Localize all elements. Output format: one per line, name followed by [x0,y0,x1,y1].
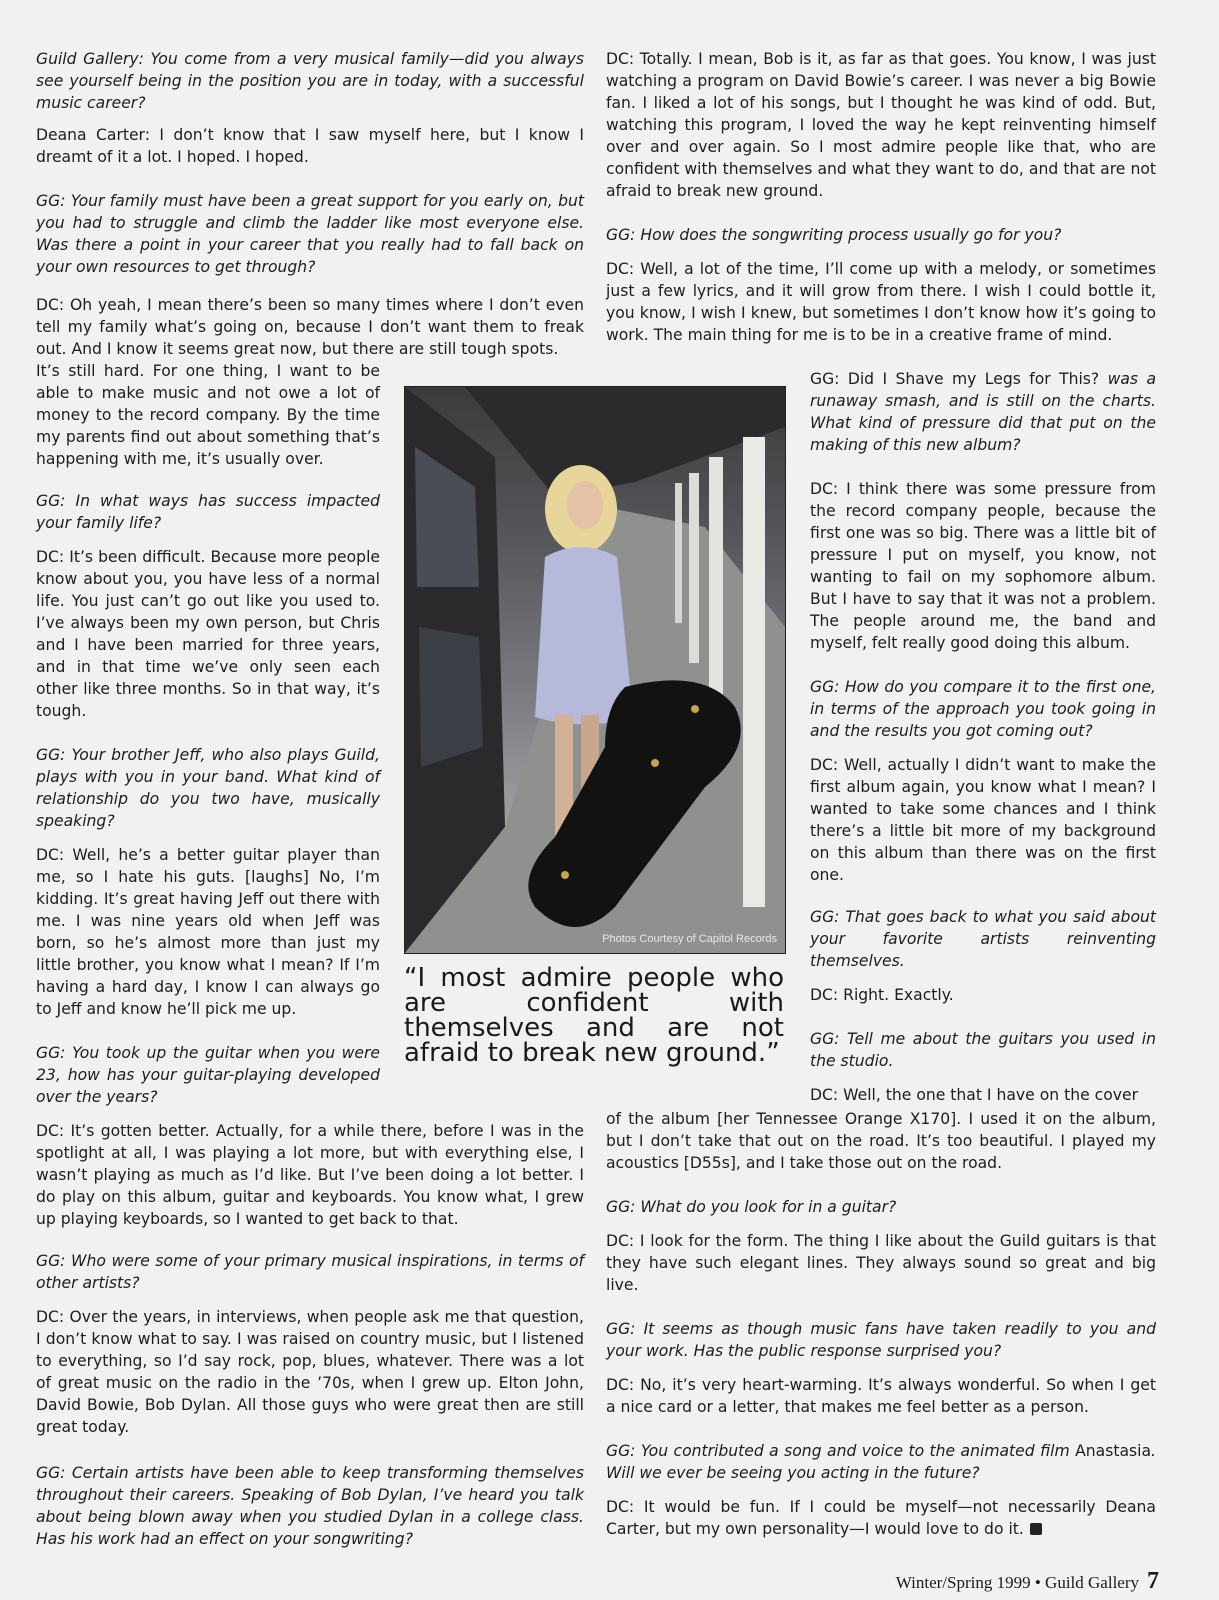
pull-quote: “I most admire people who are confident with themselves and are not afraid to break new ground.” [404,963,784,1068]
answer-2: DC: Oh yeah, I mean there’s been so many times where I don’t even tell my family what’s going on, because I don’t want them to freak out. And I know it seems great now, but there are still tough spots. [36,296,584,358]
question-5: GG: You took up the guitar when you were 23, how has your guitar-playing developed over the years? [36,1044,380,1106]
question-8: GG: How does the songwriting process usually go for you? [606,226,1062,244]
question-7: GG: Certain artists have been able to keep transforming themselves throughout their careers. Speaking of Bob Dylan, I’ve heard you talk about being blown away when you studied Dylan in a college class. Has his work had an effect on your songwriting? [36,1464,584,1548]
case-latch [691,705,699,713]
answer-9: DC: I think there was some pressure from the record company people, because the first one was so big. There was a little bit of pressure I put on myself, you know, not wanting to fail on my sophomore album. But I have to say that it was not a problem. The people around me, the band and myself, felt really good doing this album. [810,480,1156,652]
question-15 [606,1440,1156,1484]
case-latch [651,759,659,767]
answer-8: DC: Well, a lot of the time, I’ll come up with a melody, or sometimes just a few lyrics, and it will grow from there. I wish I could bottle it, you know, I wish I knew, but sometimes I don’t know how it’s going to work. The main thing for me is to be in a creative frame of mind. [606,260,1156,344]
answer-14: DC: No, it’s very heart-warming. It’s always wonderful. So when I get a nice card or a letter, that makes me feel better as a person. [606,1376,1156,1416]
answer-13: DC: I look for the form. The thing I like about the Guild guitars is that they have such elegant lines. They always sound so great and big live. [606,1232,1156,1294]
answer-3: DC: It’s been difficult. Because more people know about you, you have less of a normal life. You just can’t go out like you used to. I’ve always been my own person, but Chris and I have been married for three years, and in that time we’ve only seen each other like three months. So in that way, it’s tough. [36,548,380,720]
artist-photo [404,386,786,954]
answer-6: DC: Over the years, in interviews, when people ask me that question, I don’t know what to say. I was raised on country music, but I listened to everything, so I’d say rock, pop, blues, whatever. There was a lot of great music on the radio in the ’70s, when I grew up. Elton John, David Bowie, Bob Dylan. All those guys who were great then are still great today. [36,1308,584,1436]
answer-11: DC: Right. Exactly. [810,986,954,1004]
answer-12: DC: Well, the one that I have on the cover [810,1086,1138,1104]
issue-label: Winter/Spring 1999 • Guild Gallery [895,1573,1139,1592]
answer-12-continued: of the album [her Tennessee Orange X170]. I used it on the album, but I don’t take that out on the road. It’s too beautiful. I played my acoustics [D55s], and I take those out on the road. [606,1110,1156,1172]
question-10: GG: How do you compare it to the first one, in terms of the approach you took going in and the results you got coming out? [810,678,1156,740]
answer-2-continued: It’s still hard. For one thing, I want to be able to make music and not owe a lot of money to the record company. By the time my parents find out about something that’s happening with me, it’s usually over. [36,362,380,468]
page-footer [896,1568,1159,1595]
question-9 [810,368,1156,456]
question-11: GG: That goes back to what you said about your favorite artists reinventing themselves. [810,908,1156,970]
answer-1: Deana Carter: I don’t know that I saw myself here, but I know I dreamt of it a lot. I hoped. I hoped. [36,126,584,166]
platform-scene [405,387,785,953]
answer-10: DC: Well, actually I didn’t want to make the first album again, you know what I mean? I wanted to take some chances and I think there’s a little bit more of my background on this album than there was on the first one. [810,756,1156,884]
question-15-lead: GG: You contributed a song and voice to the animated film [606,1442,1076,1460]
question-15-rest: . Will we ever be seeing you acting in the future? [606,1442,1156,1482]
answer-4: DC: Well, he’s a better guitar player than me, so I hate his guts. [laughs] No, I’m kidding. It’s great having Jeff out there with me. I was nine years old when Jeff was born, so he’s almost more than just my little brother, you know what I mean? If I’m having a hard day, I know I can always go to Jeff and know he’ll pick me up. [36,846,380,1018]
question-13: GG: What do you look for in a guitar? [606,1198,897,1216]
question-9-lead: GG: Did I Shave my Legs for This? [810,370,1100,388]
answer-15-text: DC: It would be fun. If I could be myself—not necessarily Deana Carter, but my own personality—I would love to do it. [606,1498,1156,1538]
question-2: GG: Your family must have been a great support for you early on, but you had to struggle and climb the ladder like most everyone else. Was there a point in your career that you really had to fall back on your own resources to get through? [36,192,584,276]
train-window [419,627,483,767]
question-6: GG: Who were some of your primary musical inspirations, in terms of other artists? [36,1252,584,1292]
answer-5: DC: It’s gotten better. Actually, for a while there, before I was in the spotlight at all, I was playing a lot more, but with everything else, I wasn’t playing as much as I’d like. But I’ve been doing a lot better. I do play on this album, guitar and keyboards. You know what, I grew up playing keyboards, so I wanted to get back to that. [36,1122,584,1228]
face [567,481,603,529]
platform-column [689,473,699,663]
answer-15 [606,1496,1156,1540]
question-9-rest: was a runaway smash, and is still on the charts. What kind of pressure did that put on the making of this new album? [810,370,1156,454]
platform-column [743,437,765,907]
photo-credit: Photos Courtesy of Capitol Records [602,933,777,945]
answer-7: DC: Totally. I mean, Bob is it, as far as that goes. You know, I was just watching a program on David Bowie’s career. I was never a big Bowie fan. I liked a lot of his songs, but I thought he was kind of odd. But, watching this program, I loved the way he kept reinventing himself over and over again. So I most admire people like that, who are confident with themselves and what they want to do, and that are not afraid to break new ground. [606,50,1156,200]
question-3: GG: In what ways has success impacted your family life? [36,492,380,532]
question-4: GG: Your brother Jeff, who also plays Guild, plays with you in your band. What kind of relationship do you two have, musically speaking? [36,746,380,830]
canopy [465,387,785,497]
end-mark-icon [1030,1523,1042,1535]
case-latch [561,871,569,879]
page-number: 7 [1147,1568,1159,1594]
platform-column [675,483,682,623]
question-12: GG: Tell me about the guitars you used in the studio. [810,1030,1156,1070]
question-14: GG: It seems as though music fans have taken readily to you and your work. Has the public response surprised you? [606,1320,1156,1360]
film-title: Anastasia [1075,1442,1152,1460]
question-1: Guild Gallery: You come from a very musical family—did you always see yourself being in the position you are in today, with a successful music career? [36,50,584,112]
